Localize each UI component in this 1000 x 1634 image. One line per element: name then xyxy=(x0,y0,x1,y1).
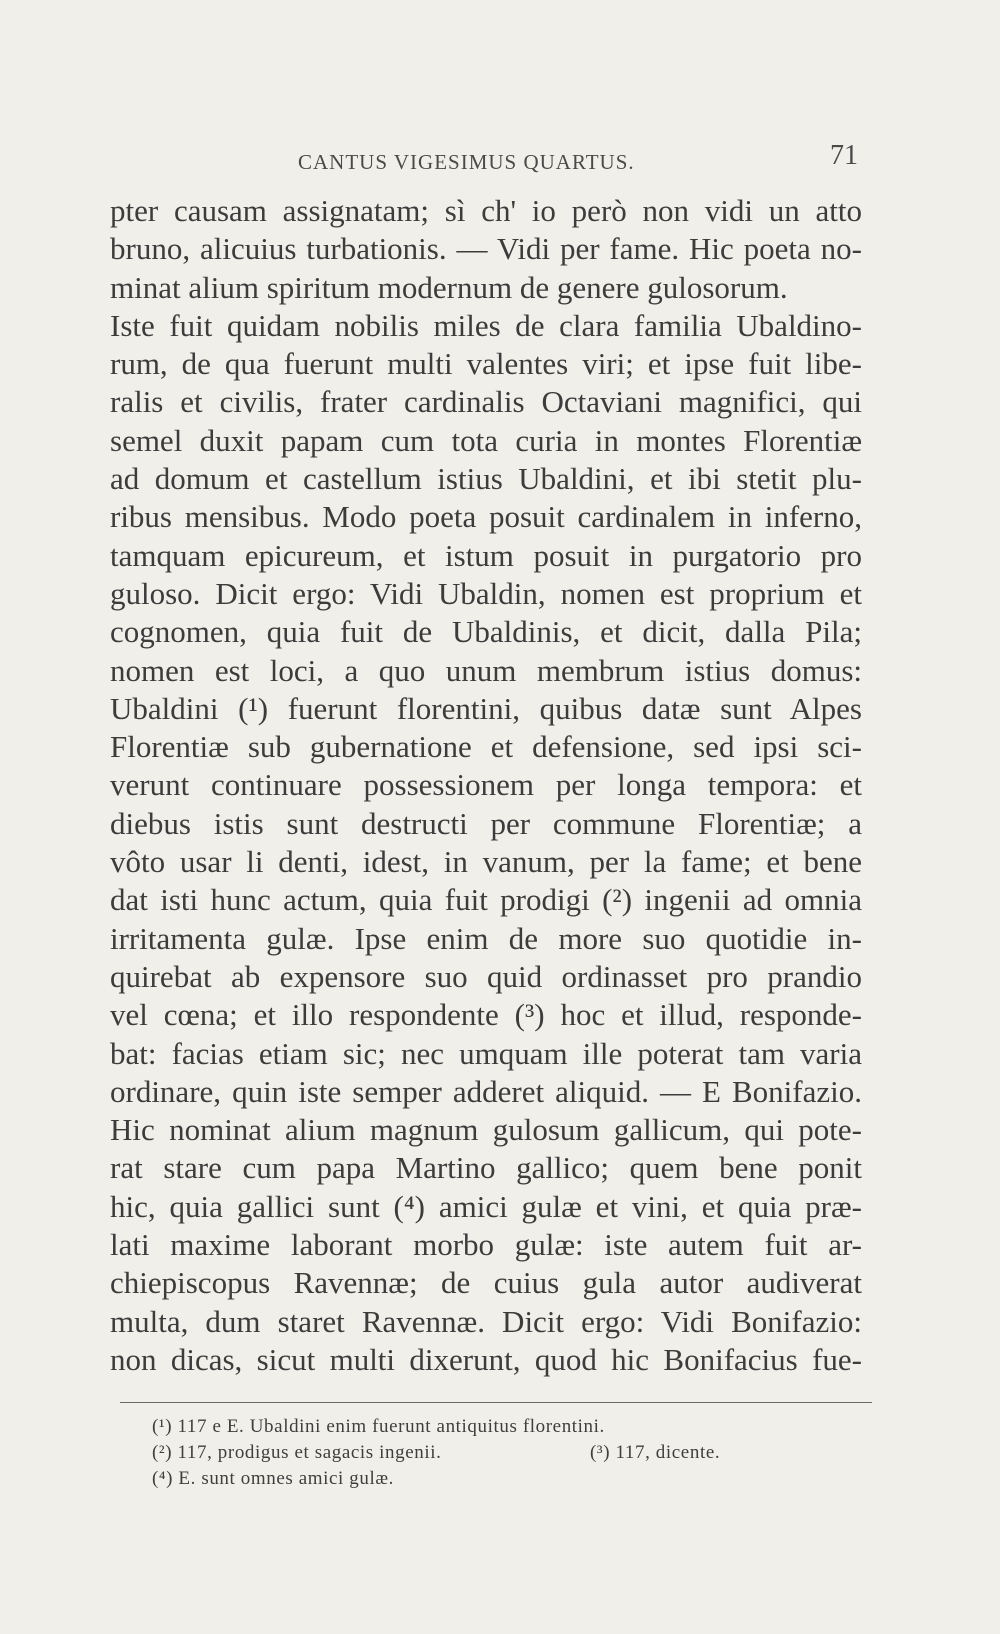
footnote-row-2 xyxy=(152,1440,872,1466)
footnote-1: (¹) 117 e E. Ubaldini enim fuerunt antiquitus florentini. xyxy=(152,1416,605,1437)
text-line: multa, dum staret Ravennæ. Dicit ergo: Vidi Bonifazio: xyxy=(110,1303,862,1339)
text-line: guloso. Dicit ergo: Vidi Ubaldin, nomen est proprium et xyxy=(110,575,862,611)
text-line: non dicas, sicut multi dixerunt, quod hic Bonifacius fue- xyxy=(110,1341,862,1377)
text-line: Ubaldini (¹) fuerunt florentini, quibus datæ sunt Alpes xyxy=(110,690,862,726)
footnote-3: (³) 117, dicente. xyxy=(590,1442,721,1463)
text-line: semel duxit papam cum tota curia in montes Florentiæ xyxy=(110,422,862,458)
text-line: lati maxime laborant morbo gulæ: iste autem fuit ar- xyxy=(110,1227,862,1263)
footnote-2: (²) 117, prodigus et sagacis ingenii. xyxy=(152,1442,442,1463)
body-text xyxy=(110,192,862,1379)
footnote-rule xyxy=(120,1402,872,1403)
text-line: rat stare cum papa Martino gallico; quem bene ponit xyxy=(110,1150,862,1186)
page-header xyxy=(110,140,862,184)
text-line: ordinare, quin iste semper adderet aliquid. — E Bonifazio. xyxy=(110,1073,862,1109)
text-line: chiepiscopus Ravennæ; de cuius gula autor audiverat xyxy=(110,1265,862,1301)
text-line: diebus istis sunt destructi per commune Florentiæ; a xyxy=(110,805,862,841)
text-line: verunt continuare possessionem per longa tempora: et xyxy=(110,767,862,803)
footnote-4: (⁴) E. sunt omnes amici gulæ. xyxy=(152,1468,394,1489)
text-line: bat: facias etiam sic; nec umquam ille poterat tam varia xyxy=(110,1035,862,1071)
text-line: rum, de qua fuerunt multi valentes viri; et ipse fuit libe- xyxy=(110,346,862,382)
text-line: vôto usar li denti, idest, in vanum, per la fame; et bene xyxy=(110,844,862,880)
text-line: vel cœna; et illo respondente (³) hoc et illud, responde- xyxy=(110,997,862,1033)
text-line: Florentiæ sub gubernatione et defensione, sed ipsi sci- xyxy=(110,729,862,765)
text-line: ralis et civilis, frater cardinalis Octaviani magnifici, qui xyxy=(110,384,862,420)
text-line: hic, quia gallici sunt (⁴) amici gulæ et vini, et quia præ- xyxy=(110,1188,862,1224)
page-number: 71 xyxy=(830,140,858,171)
text-line: minat alium spiritum modernum de genere gulosorum. xyxy=(110,269,788,305)
footnotes xyxy=(152,1414,872,1492)
text-line: tamquam epicureum, et istum posuit in purgatorio pro xyxy=(110,537,862,573)
text-line: bruno, alicuius turbationis. — Vidi per fame. Hic poeta no- xyxy=(110,231,862,267)
text-line: pter causam assignatam; sì ch' io però non vidi un atto xyxy=(110,193,862,228)
text-line: quirebat ab expensore suo quid ordinasset pro prandio xyxy=(110,958,862,994)
text-line: Iste fuit quidam nobilis miles de clara familia Ubaldino- xyxy=(110,307,862,343)
text-line: irritamenta gulæ. Ipse enim de more suo quotidie in- xyxy=(110,920,862,956)
text-line: ribus mensibus. Modo poeta posuit cardinalem in inferno, xyxy=(110,499,862,535)
text-line: dat isti hunc actum, quia fuit prodigi (²) ingenii ad omnia xyxy=(110,882,862,918)
text-line: nomen est loci, a quo unum membrum istius domus: xyxy=(110,652,862,688)
text-line: ad domum et castellum istius Ubaldini, et ibi stetit plu- xyxy=(110,461,862,497)
text-line: Hic nominat alium magnum gulosum gallicum, qui pote- xyxy=(110,1112,862,1148)
running-head: CANTUS VIGESIMUS QUARTUS. xyxy=(298,150,635,174)
text-line: cognomen, quia fuit de Ubaldinis, et dicit, dalla Pila; xyxy=(110,614,862,650)
